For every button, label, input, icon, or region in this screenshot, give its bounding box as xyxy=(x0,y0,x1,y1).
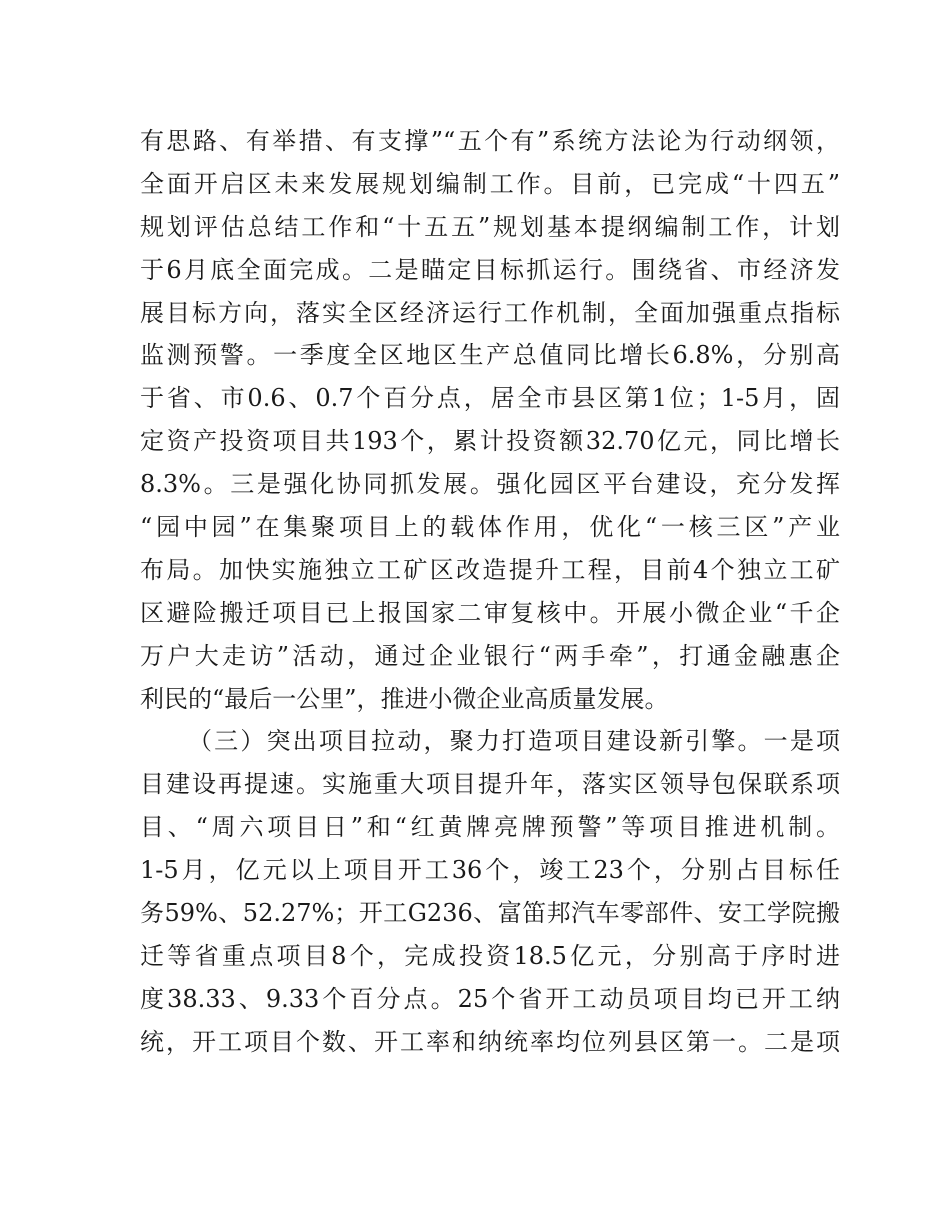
text-line: 区避险搬迁项目已上报国家二审复核中。开展小微企业“千企 xyxy=(140,598,840,627)
text-line: 于6月底全面完成。二是瞄定目标抓运行。围绕省、市经济发 xyxy=(140,255,840,284)
text-line: “园中园”在集聚项目上的载体作用，优化“一核三区”产业 xyxy=(140,513,840,542)
text-line: 1-5月，亿元以上项目开工36个，竣工23个，分别占目标任 xyxy=(140,856,840,885)
text-line: 目、“周六项目日”和“红黄牌亮牌预警”等项目推进机制。 xyxy=(140,813,840,842)
section-heading-line: （三）突出项目拉动，聚力打造项目建设新引擎。一是项 xyxy=(188,727,840,756)
body-text xyxy=(140,120,840,1064)
text-line: 展目标方向，落实全区经济运行工作机制，全面加强重点指标 xyxy=(140,298,840,327)
text-line: 万户大走访”活动，通过企业银行“两手牵”，打通金融惠企 xyxy=(140,641,840,670)
text-line: 规划评估总结工作和“十五五”规划基本提纲编制工作，计划 xyxy=(140,212,840,241)
text-line: 目建设再提速。实施重大项目提升年，落实区领导包保联系项 xyxy=(140,770,840,799)
text-line: 布局。加快实施独立工矿区改造提升工程，目前4个独立工矿 xyxy=(140,555,840,584)
text-line: 度38.33、9.33个百分点。25个省开工动员项目均已开工纳 xyxy=(140,984,840,1013)
text-line: 统，开工项目个数、开工率和纳统率均位列县区第一。二是项 xyxy=(140,1027,840,1056)
text-line: 监测预警。一季度全区地区生产总值同比增长6.8%，分别高 xyxy=(140,341,840,370)
text-line: 定资产投资项目共193个，累计投资额32.70亿元，同比增长 xyxy=(140,427,840,456)
text-line: 有思路、有举措、有支撑”“五个有”系统方法论为行动纲领， xyxy=(140,127,840,155)
text-line: 迁等省重点项目8个，完成投资18.5亿元，分别高于序时进 xyxy=(140,941,840,970)
text-line: 8.3%。三是强化协同抓发展。强化园区平台建设，充分发挥 xyxy=(140,470,840,499)
text-line: 务59%、52.27%；开工G236、富笛邦汽车零部件、安工学院搬 xyxy=(140,899,840,928)
paragraph-end-line: 利民的“最后一公里”，推进小微企业高质量发展。 xyxy=(140,684,669,713)
text-line: 于省、市0.6、0.7个百分点，居全市县区第1位；1-5月，固 xyxy=(140,384,840,413)
text-line: 全面开启区未来发展规划编制工作。目前，已完成“十四五” xyxy=(140,169,840,198)
